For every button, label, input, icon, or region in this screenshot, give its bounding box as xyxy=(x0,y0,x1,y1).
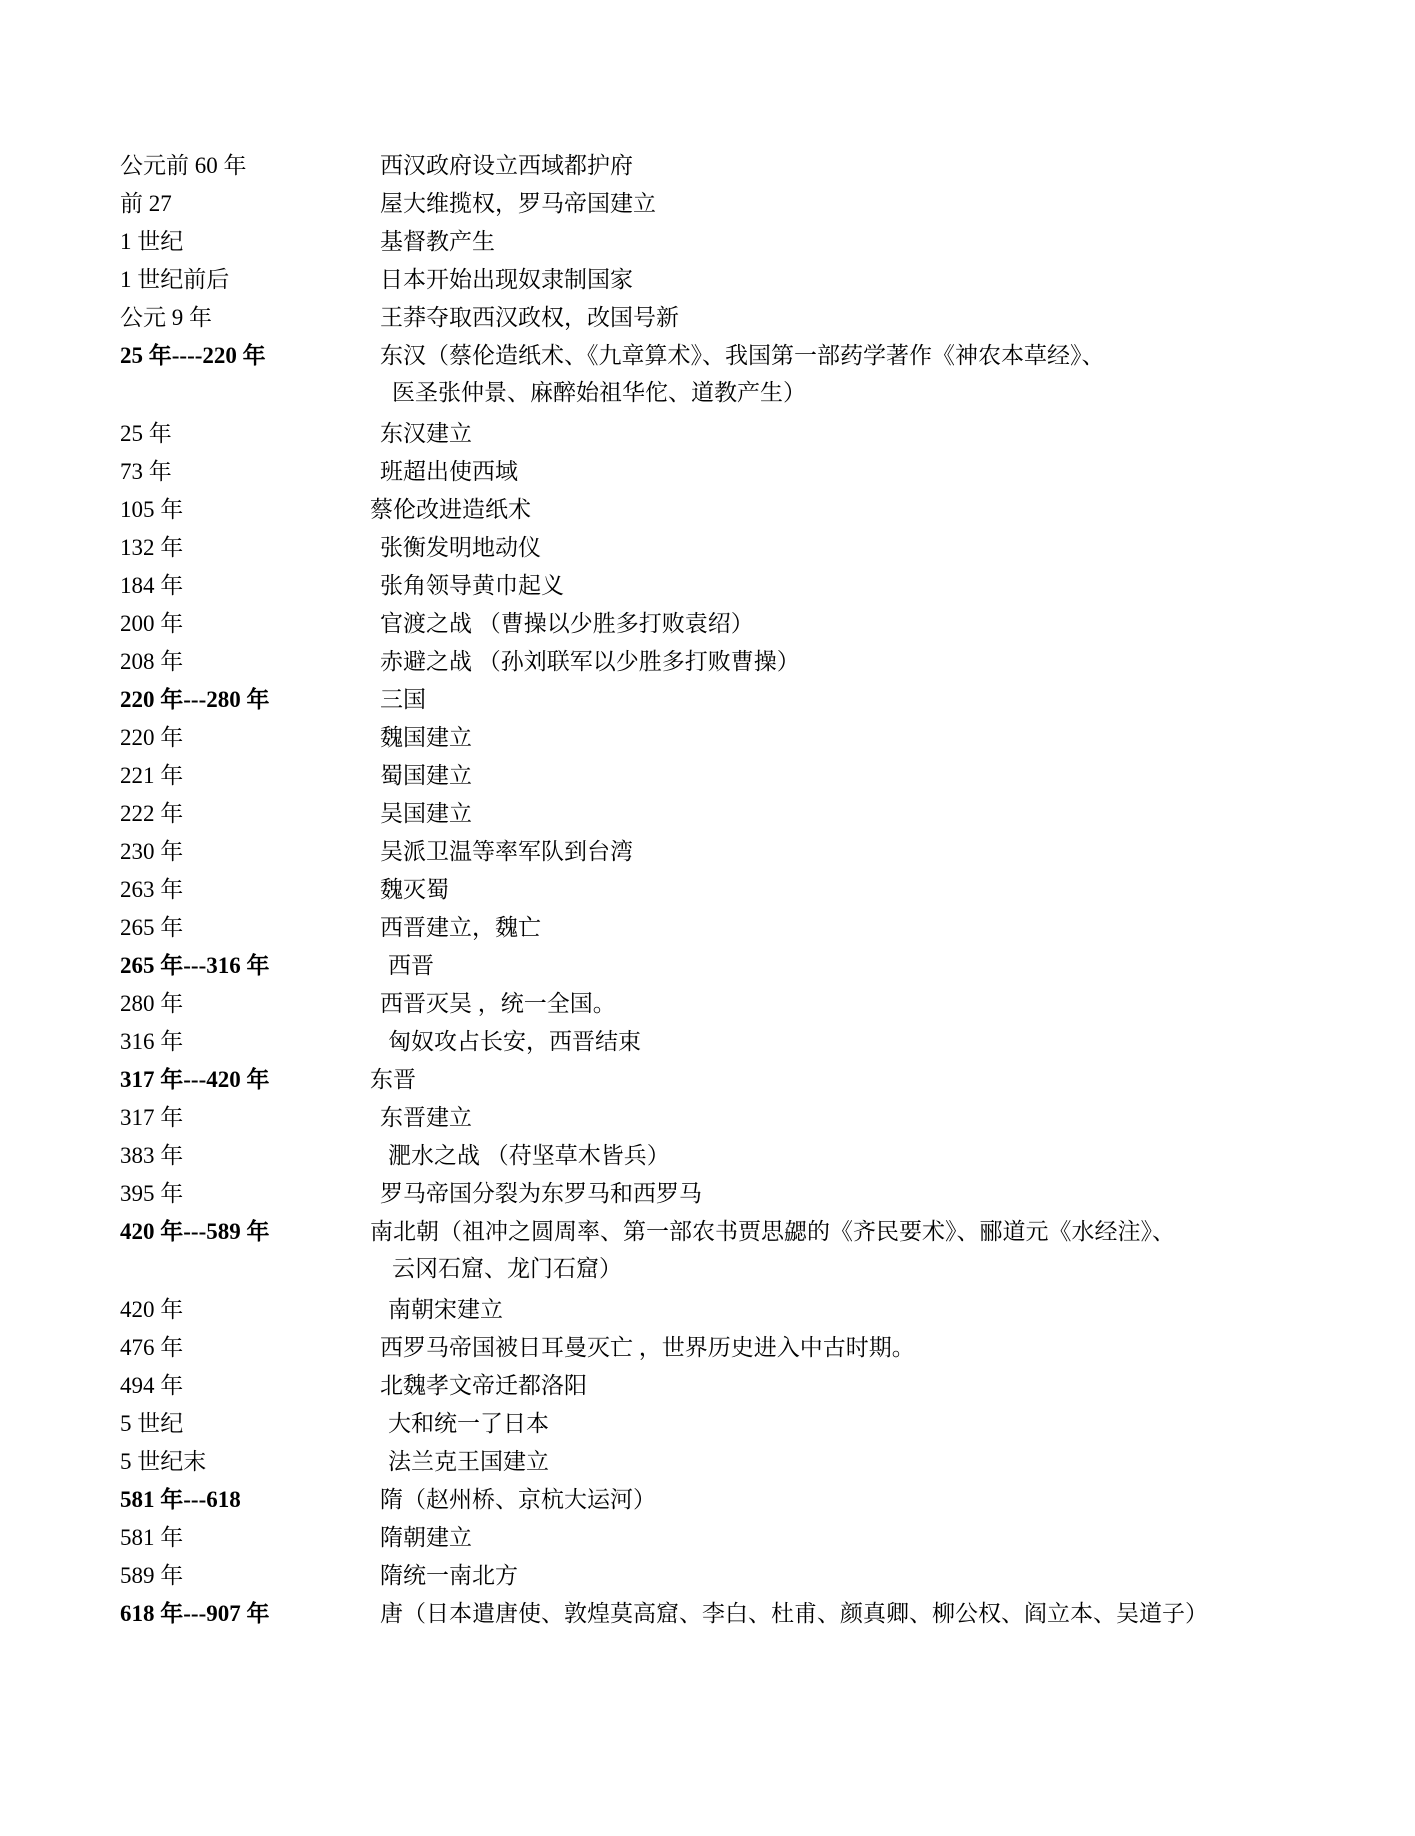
timeline-event: 吴国建立 xyxy=(380,801,472,826)
timeline-row xyxy=(120,302,1295,334)
timeline-event: 东晋建立 xyxy=(380,1105,472,1130)
timeline-row xyxy=(120,1102,1295,1134)
timeline-event: 罗马帝国分裂为东罗马和西罗马 xyxy=(380,1181,702,1206)
timeline-date: 公元前 60 年 xyxy=(120,153,247,178)
timeline-event: 隋朝建立 xyxy=(380,1525,472,1550)
timeline-event: 蜀国建立 xyxy=(380,763,472,788)
timeline-date: 1 世纪前后 xyxy=(120,267,230,292)
timeline-date: 前 27 xyxy=(120,191,172,216)
timeline-date: 105 年 xyxy=(120,497,184,522)
timeline-event: 唐（日本遣唐使、敦煌莫高窟、李白、杜甫、颜真卿、柳公权、阎立本、吴道子） xyxy=(380,1601,1208,1626)
timeline-date: 1 世纪 xyxy=(120,229,184,254)
timeline-date: 420 年 xyxy=(120,1297,184,1322)
timeline-event: 王莽夺取西汉政权，改国号新 xyxy=(380,305,679,330)
timeline-date: 476 年 xyxy=(120,1335,184,1360)
timeline-row xyxy=(120,1370,1295,1402)
timeline-event: 南朝宋建立 xyxy=(388,1297,503,1322)
timeline-event: 赤避之战 （孙刘联军以少胜多打败曹操） xyxy=(380,649,800,674)
timeline-event: 张衡发明地动仪 xyxy=(380,535,541,560)
timeline-row xyxy=(120,1484,1295,1516)
timeline-event: 东汉建立 xyxy=(380,421,472,446)
timeline-date: 132 年 xyxy=(120,535,184,560)
timeline-event: 蔡伦改进造纸术 xyxy=(370,497,531,522)
timeline-date: 公元 9 年 xyxy=(120,305,212,330)
timeline-event: 西晋 xyxy=(388,953,434,978)
timeline-row xyxy=(120,988,1295,1020)
timeline-row xyxy=(120,1522,1295,1554)
timeline-row xyxy=(120,418,1295,450)
timeline-row xyxy=(120,1064,1295,1096)
timeline-row xyxy=(120,226,1295,258)
timeline-row xyxy=(120,264,1295,296)
timeline-date: 220 年 xyxy=(120,725,184,750)
timeline-date: 5 世纪 xyxy=(120,1411,184,1436)
timeline-date: 221 年 xyxy=(120,763,184,788)
timeline-row xyxy=(120,1216,1295,1248)
timeline-date: 25 年----220 年 xyxy=(120,343,266,368)
timeline-date: 25 年 xyxy=(120,421,172,446)
timeline-date: 220 年---280 年 xyxy=(120,687,270,712)
timeline-date: 395 年 xyxy=(120,1181,184,1206)
timeline-event: 西罗马帝国被日耳曼灭亡 ，世界历史进入中古时期。 xyxy=(380,1335,915,1360)
timeline-list xyxy=(120,150,1295,1630)
timeline-date: 420 年---589 年 xyxy=(120,1219,270,1244)
timeline-event: 三国 xyxy=(380,687,426,712)
timeline-date: 230 年 xyxy=(120,839,184,864)
timeline-event: 魏国建立 xyxy=(380,725,472,750)
timeline-date: 581 年---618 xyxy=(120,1487,241,1512)
timeline-event-continuation: 医圣张仲景、麻醉始祖华佗、道教产生） xyxy=(392,380,806,405)
timeline-event: 大和统一了日本 xyxy=(388,1411,549,1436)
timeline-date: 316 年 xyxy=(120,1029,184,1054)
timeline-date: 200 年 xyxy=(120,611,184,636)
timeline-row xyxy=(120,188,1295,220)
timeline-row xyxy=(120,722,1295,754)
timeline-date: 383 年 xyxy=(120,1143,184,1168)
timeline-row xyxy=(120,1408,1295,1440)
timeline-event: 东汉（蔡伦造纸术、《九章算术》、我国第一部药学著作《神农本草经》、 xyxy=(380,343,1105,368)
timeline-row xyxy=(120,836,1295,868)
timeline-row xyxy=(120,798,1295,830)
timeline-row xyxy=(120,760,1295,792)
timeline-event: 基督教产生 xyxy=(380,229,495,254)
timeline-date: 494 年 xyxy=(120,1373,184,1398)
timeline-row xyxy=(120,1294,1295,1326)
timeline-date: 222 年 xyxy=(120,801,184,826)
timeline-date: 263 年 xyxy=(120,877,184,902)
timeline-event: 西晋灭吴 ，统一全国。 xyxy=(380,991,616,1016)
timeline-row xyxy=(120,1178,1295,1210)
timeline-event-continuation: 云冈石窟、龙门石窟） xyxy=(392,1256,622,1281)
timeline-event: 官渡之战 （曹操以少胜多打败袁绍） xyxy=(380,611,754,636)
timeline-row xyxy=(120,608,1295,640)
timeline-event: 东晋 xyxy=(370,1067,416,1092)
timeline-event: 魏灭蜀 xyxy=(380,877,449,902)
timeline-row xyxy=(120,1026,1295,1058)
timeline-date: 265 年---316 年 xyxy=(120,953,270,978)
timeline-row xyxy=(120,1332,1295,1364)
timeline-event: 吴派卫温等率军队到台湾 xyxy=(380,839,633,864)
timeline-date: 184 年 xyxy=(120,573,184,598)
timeline-row xyxy=(120,494,1295,526)
timeline-row xyxy=(120,532,1295,564)
timeline-row xyxy=(120,150,1295,182)
timeline-row xyxy=(120,950,1295,982)
timeline-row xyxy=(120,340,1295,372)
timeline-date: 280 年 xyxy=(120,991,184,1016)
timeline-row xyxy=(120,1140,1295,1172)
timeline-row xyxy=(120,570,1295,602)
timeline-date: 589 年 xyxy=(120,1563,184,1588)
timeline-row xyxy=(120,1446,1295,1478)
timeline-date: 317 年---420 年 xyxy=(120,1067,270,1092)
timeline-date: 618 年---907 年 xyxy=(120,1601,270,1626)
timeline-row xyxy=(120,684,1295,716)
timeline-date: 208 年 xyxy=(120,649,184,674)
timeline-event: 屋大维揽权，罗马帝国建立 xyxy=(380,191,656,216)
timeline-event: 北魏孝文帝迁都洛阳 xyxy=(380,1373,587,1398)
timeline-event: 隋统一南北方 xyxy=(380,1563,518,1588)
timeline-row xyxy=(120,1560,1295,1592)
timeline-event: 匈奴攻占长安，西晋结束 xyxy=(388,1029,641,1054)
timeline-event: 日本开始出现奴隶制国家 xyxy=(380,267,633,292)
timeline-event: 南北朝（祖冲之圆周率、第一部农书贾思勰的《齐民要术》、郦道元《水经注》、 xyxy=(370,1219,1175,1244)
timeline-row xyxy=(120,646,1295,678)
timeline-event: 西晋建立，魏亡 xyxy=(380,915,541,940)
timeline-event: 班超出使西域 xyxy=(380,459,518,484)
timeline-date: 73 年 xyxy=(120,459,172,484)
timeline-event: 张角领导黄巾起义 xyxy=(380,573,564,598)
timeline-date: 317 年 xyxy=(120,1105,184,1130)
timeline-row xyxy=(120,912,1295,944)
timeline-event: 淝水之战 （苻坚草木皆兵） xyxy=(388,1143,670,1168)
timeline-row xyxy=(120,456,1295,488)
timeline-row xyxy=(120,1598,1295,1630)
timeline-date: 265 年 xyxy=(120,915,184,940)
timeline-event: 法兰克王国建立 xyxy=(388,1449,549,1474)
timeline-event: 隋（赵州桥、京杭大运河） xyxy=(380,1487,656,1512)
timeline-date: 5 世纪末 xyxy=(120,1449,207,1474)
timeline-row xyxy=(120,874,1295,906)
timeline-event: 西汉政府设立西域都护府 xyxy=(380,153,633,178)
timeline-date: 581 年 xyxy=(120,1525,184,1550)
